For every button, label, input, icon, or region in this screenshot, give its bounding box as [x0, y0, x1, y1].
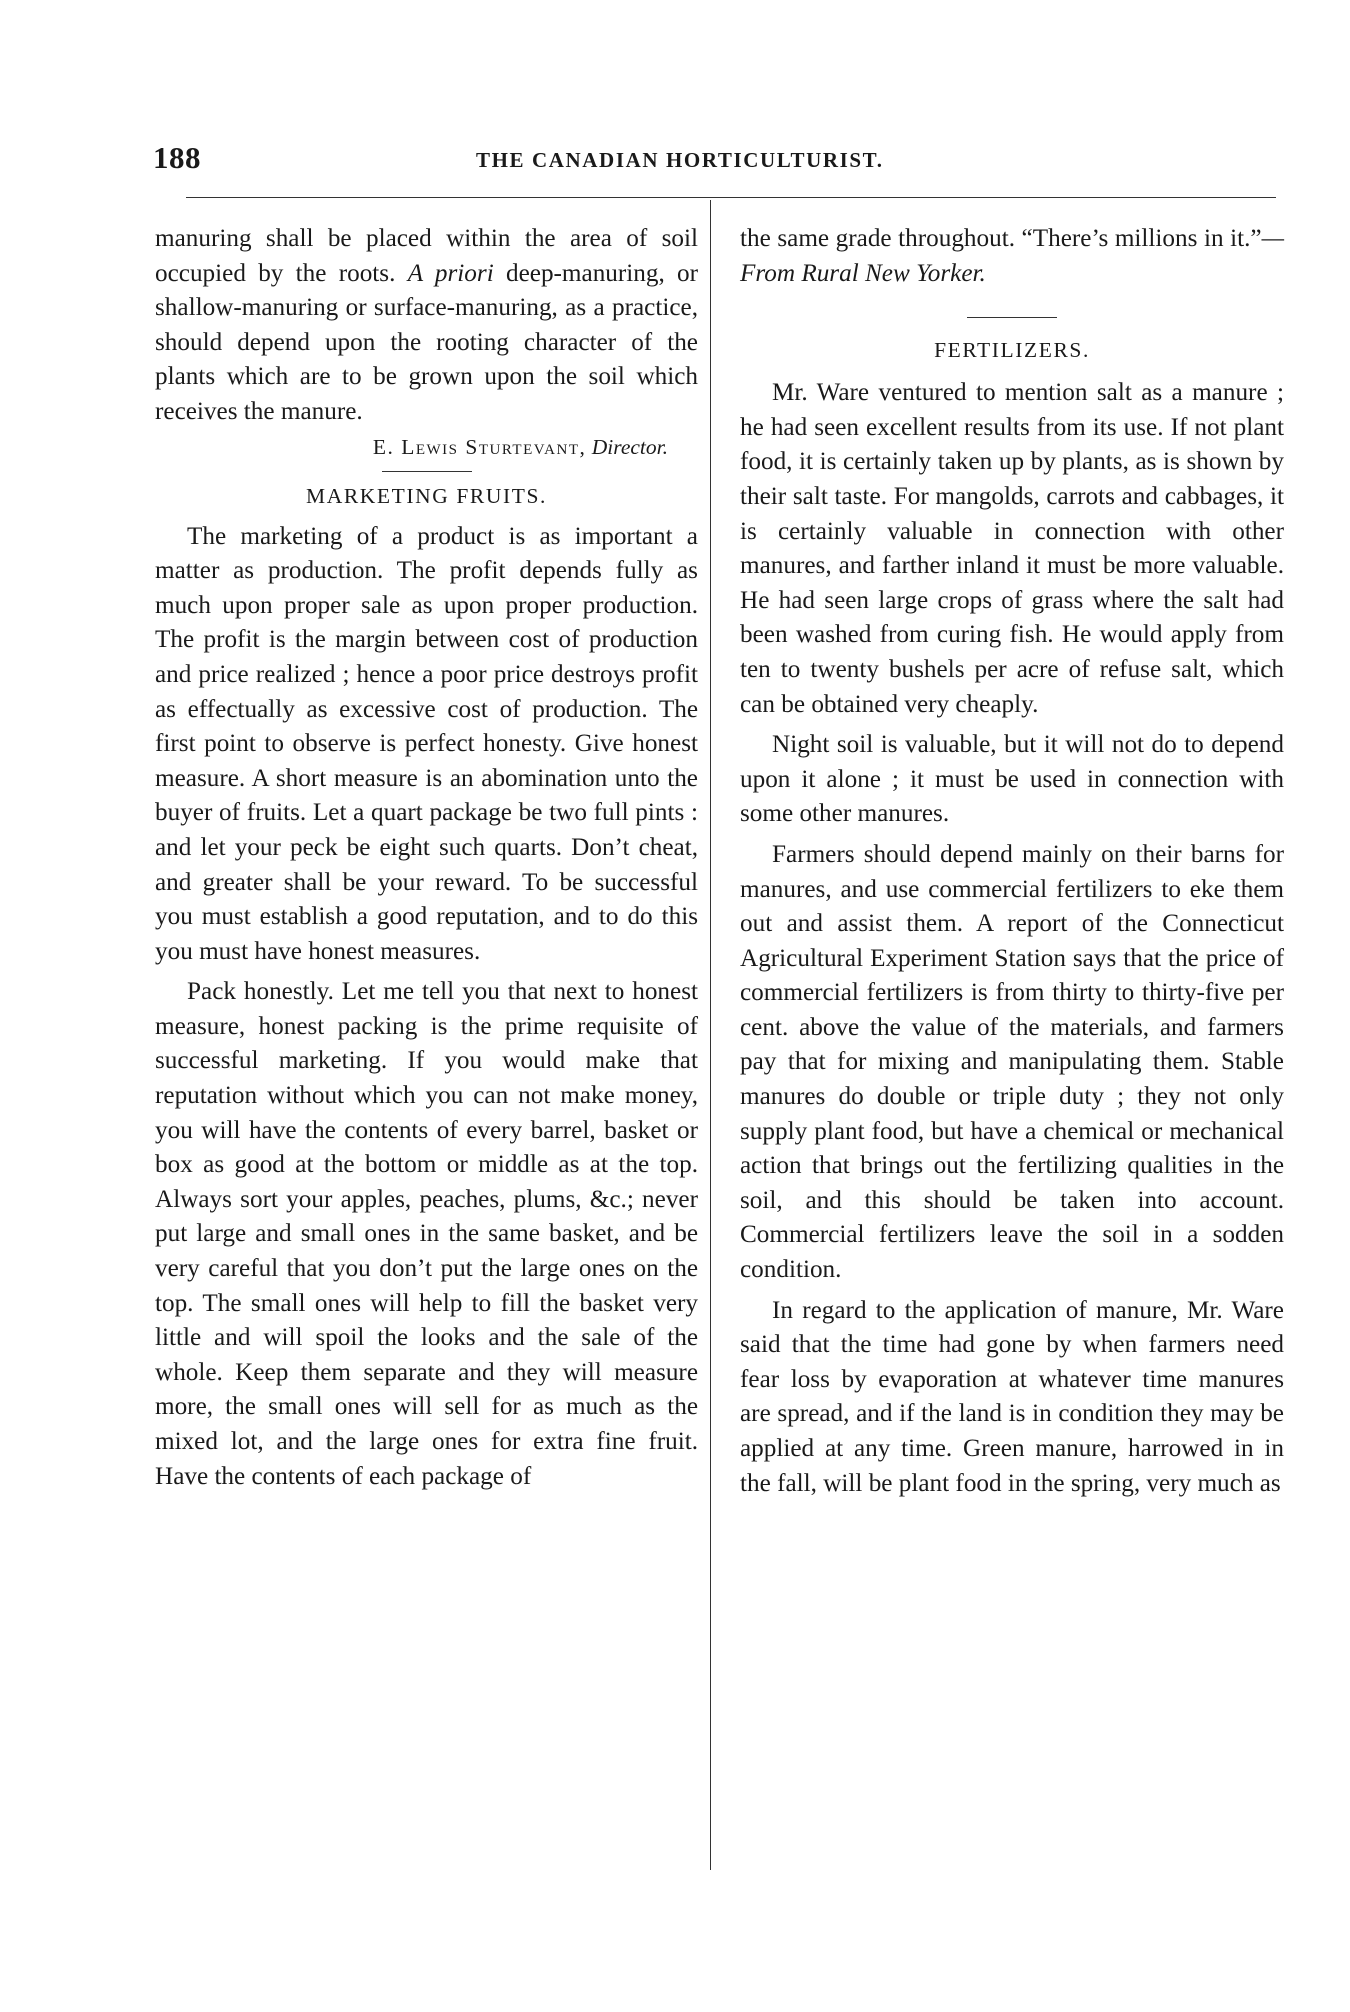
author-signature — [155, 432, 698, 462]
right-column — [740, 222, 1284, 1501]
paragraph: Pack honestly. Let me tell you that next to honest measure, honest packing is the prime requisite of successful marketing. If you would make that reputation without which you can not make money, you will have the contents of every barrel, basket or box as good at the bottom or middle as at the top. Always sort your apples, peaches, plums, &c.; never put large and small ones in the same basket, and be very careful that you don’t put the large ones on the top. The small ones will help to fill the basket very little and will spoil the looks and the sale of the whole. Keep them separate and they will measure more, the small ones will sell for as much as the mixed lot, and the large ones for extra fine fruit. Have the contents of each package of — [155, 978, 698, 1490]
section-heading: MARKETING FRUITS. — [305, 483, 547, 508]
header-rule — [186, 197, 1276, 198]
page-number: 188 — [153, 140, 201, 175]
paragraph — [155, 222, 698, 430]
paragraph: Farmers should depend mainly on their barns for manures, and use commercial fertilizers to eke them out and assist them. A report of the Connecticut Agricultural Experiment Station says that the price of commercial fertilizers is from thirty to thirty-five per cent. above the value of the materials, and farmers pay that for mixing and manipulating them. Stable manures do double or triple duty ; they not only supply plant food, but have a chemical or mechanical action that brings out the fertilizing qualities in the soil, and this should be taken into account. Commercial fertilizers leave the soil in a sodden condition. — [740, 840, 1284, 1284]
author-name: E. Lewis Sturtevant, — [372, 434, 587, 459]
paragraph-text: deep-manuring, or shallow-manuring or surface-manuring, as a practice, should depend upon the rooting character of the plants which are to be grown upon the soil which receives the manure. — [155, 259, 699, 425]
section-heading: FERTILIZERS. — [934, 338, 1090, 363]
author-title: Director. — [591, 434, 668, 459]
section-rule — [967, 317, 1057, 318]
source-citation: —From Rural New Yorker. — [740, 225, 1284, 287]
paragraph: The marketing of a product is as important a matter as production. The profit depends fully as much upon proper sale as upon proper production. The profit is the margin between cost of production and price realized ; hence a poor price destroys profit as effectually as excessive cost of production. The first point to observe is perfect honesty. Give honest measure. A short measure is an abomination unto the buyer of fruits. Let a quart package be two full pints : and let your peck be eight such quarts. Don’t cheat, and greater shall be your reward. To be successful you must establish a good reputation, and to do this you must have honest measures. — [155, 522, 698, 965]
paragraph: Mr. Ware ventured to mention salt as a manure ; he had seen excellent results from its use. If not plant food, it is certainly taken up by plants, as is shown by their salt taste. For mangolds, carrots and cabbages, it is certainly valuable in connection with other manures, and farther inland it must be more valuable. He had seen large crops of grass where the salt had been washed from curing fish. He would apply from ten to twenty bushels per acre of refuse salt, which can be obtained very cheaply. — [740, 379, 1284, 718]
section-rule — [382, 471, 472, 472]
page-header — [153, 140, 1260, 180]
paragraph — [740, 222, 1284, 291]
paragraph-text: manuring shall be placed within the area of soil occupied by the roots. — [155, 225, 698, 287]
italic-phrase: A priori — [407, 259, 494, 287]
paragraph: Night soil is valuable, but it will not do to depend upon it alone ; it must be used in connection with some other manures. — [740, 731, 1284, 828]
paragraph-text: the same grade throughout. “There’s millions in it.” — [740, 225, 1262, 252]
running-title: THE CANADIAN HORTICULTURIST. — [476, 148, 884, 172]
column-divider — [710, 200, 711, 1870]
left-column — [155, 222, 698, 1494]
paragraph: In regard to the application of manure, Mr. Ware said that the time had gone by when farmers need fear loss by evaporation at whatever time manures are spread, and if the land is in condition they may be applied at any time. Green manure, harrowed in in the fall, will be plant food in the spring, very much as — [740, 1296, 1284, 1497]
